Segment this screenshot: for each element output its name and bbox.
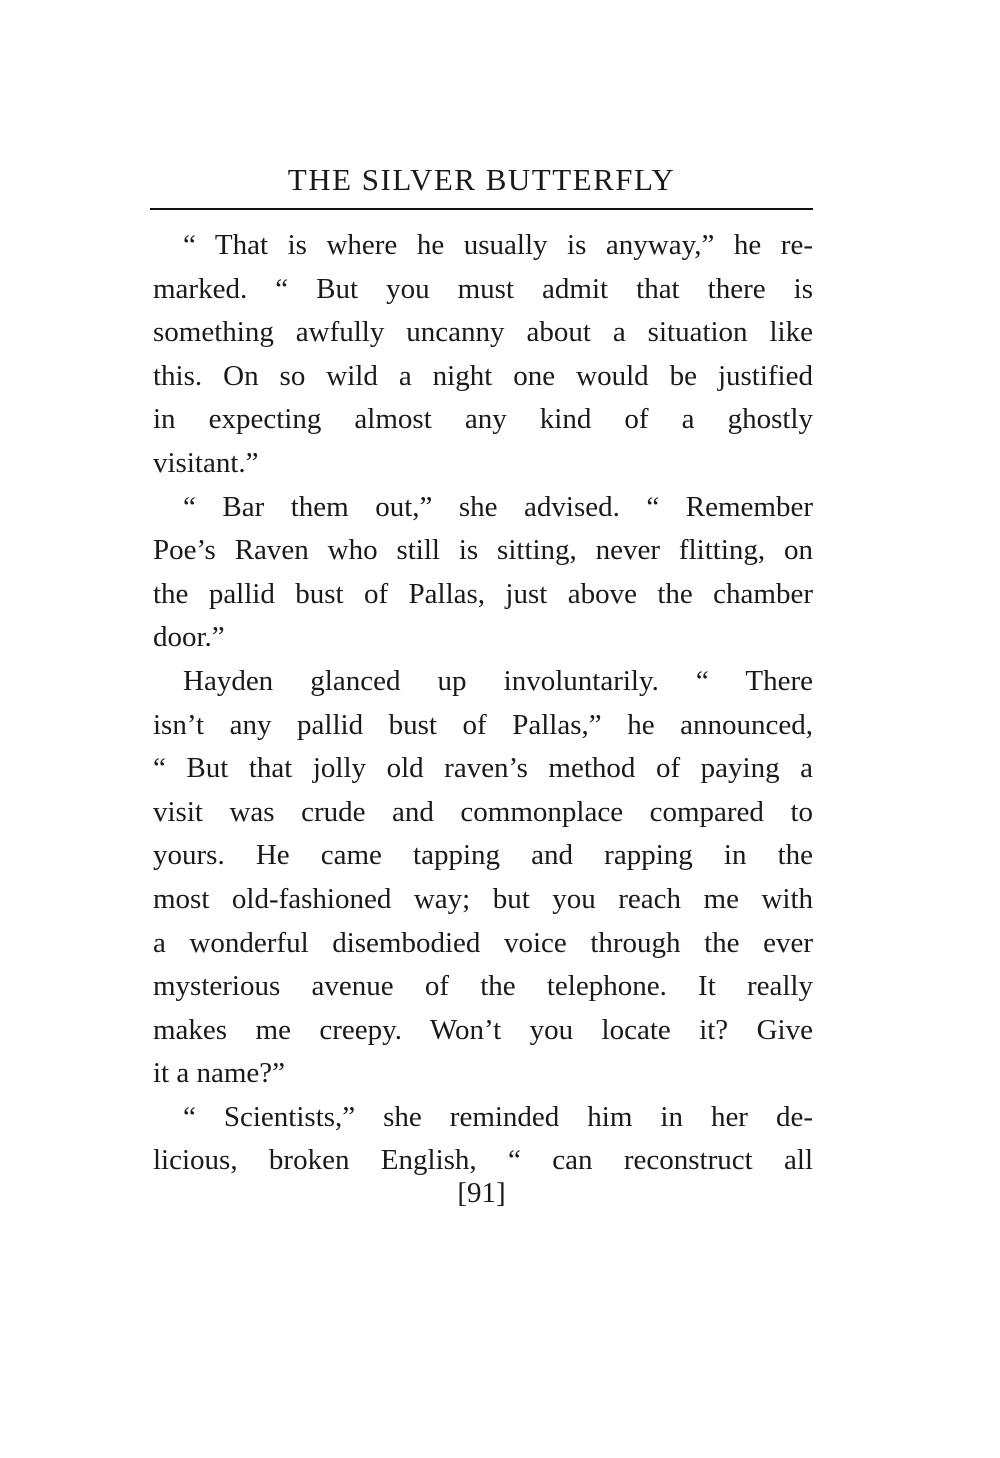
text-line: visit was crude and commonplace compared to — [153, 795, 813, 828]
body-text — [153, 224, 813, 1183]
text-line: door.” — [153, 621, 225, 654]
text-line: makes me creepy. Won’t you locate it? Give — [153, 1013, 813, 1046]
text-line: “ Scientists,” she reminded him in her de- — [183, 1100, 813, 1133]
page-number: [91] — [457, 1177, 506, 1209]
text-line: mysterious avenue of the telephone. It really — [153, 970, 813, 1003]
text-line: yours. He came tapping and rapping in the — [153, 839, 813, 872]
text-line: most old-fashioned way; but you reach me with — [153, 882, 813, 915]
text-line: visitant.” — [153, 446, 259, 479]
text-line: in expecting almost any kind of a ghostly — [153, 403, 813, 436]
text-line: licious, broken English, “ can reconstruct all — [153, 1144, 813, 1177]
text-line: “ But that jolly old raven’s method of paying a — [153, 752, 813, 785]
text-line: marked. “ But you must admit that there is — [153, 272, 813, 305]
text-line: this. On so wild a night one would be justified — [153, 359, 813, 392]
text-line: Hayden glanced up involuntarily. “ There — [183, 664, 813, 697]
text-line: the pallid bust of Pallas, just above the chamber — [153, 577, 813, 610]
text-line: “ Bar them out,” she advised. “ Remember — [183, 490, 813, 523]
text-line: Poe’s Raven who still is sitting, never flitting, on — [153, 534, 813, 567]
text-line: “ That is where he usually is anyway,” he re- — [183, 229, 813, 261]
text-line: it a name?” — [153, 1057, 286, 1090]
header-rule — [150, 208, 813, 210]
running-head: THE SILVER BUTTERFLY — [287, 162, 676, 197]
text-line: a wonderful disembodied voice through the ever — [153, 926, 813, 959]
text-line: isn’t any pallid bust of Pallas,” he announced, — [153, 708, 813, 741]
text-line: something awfully uncanny about a situation like — [153, 316, 813, 349]
